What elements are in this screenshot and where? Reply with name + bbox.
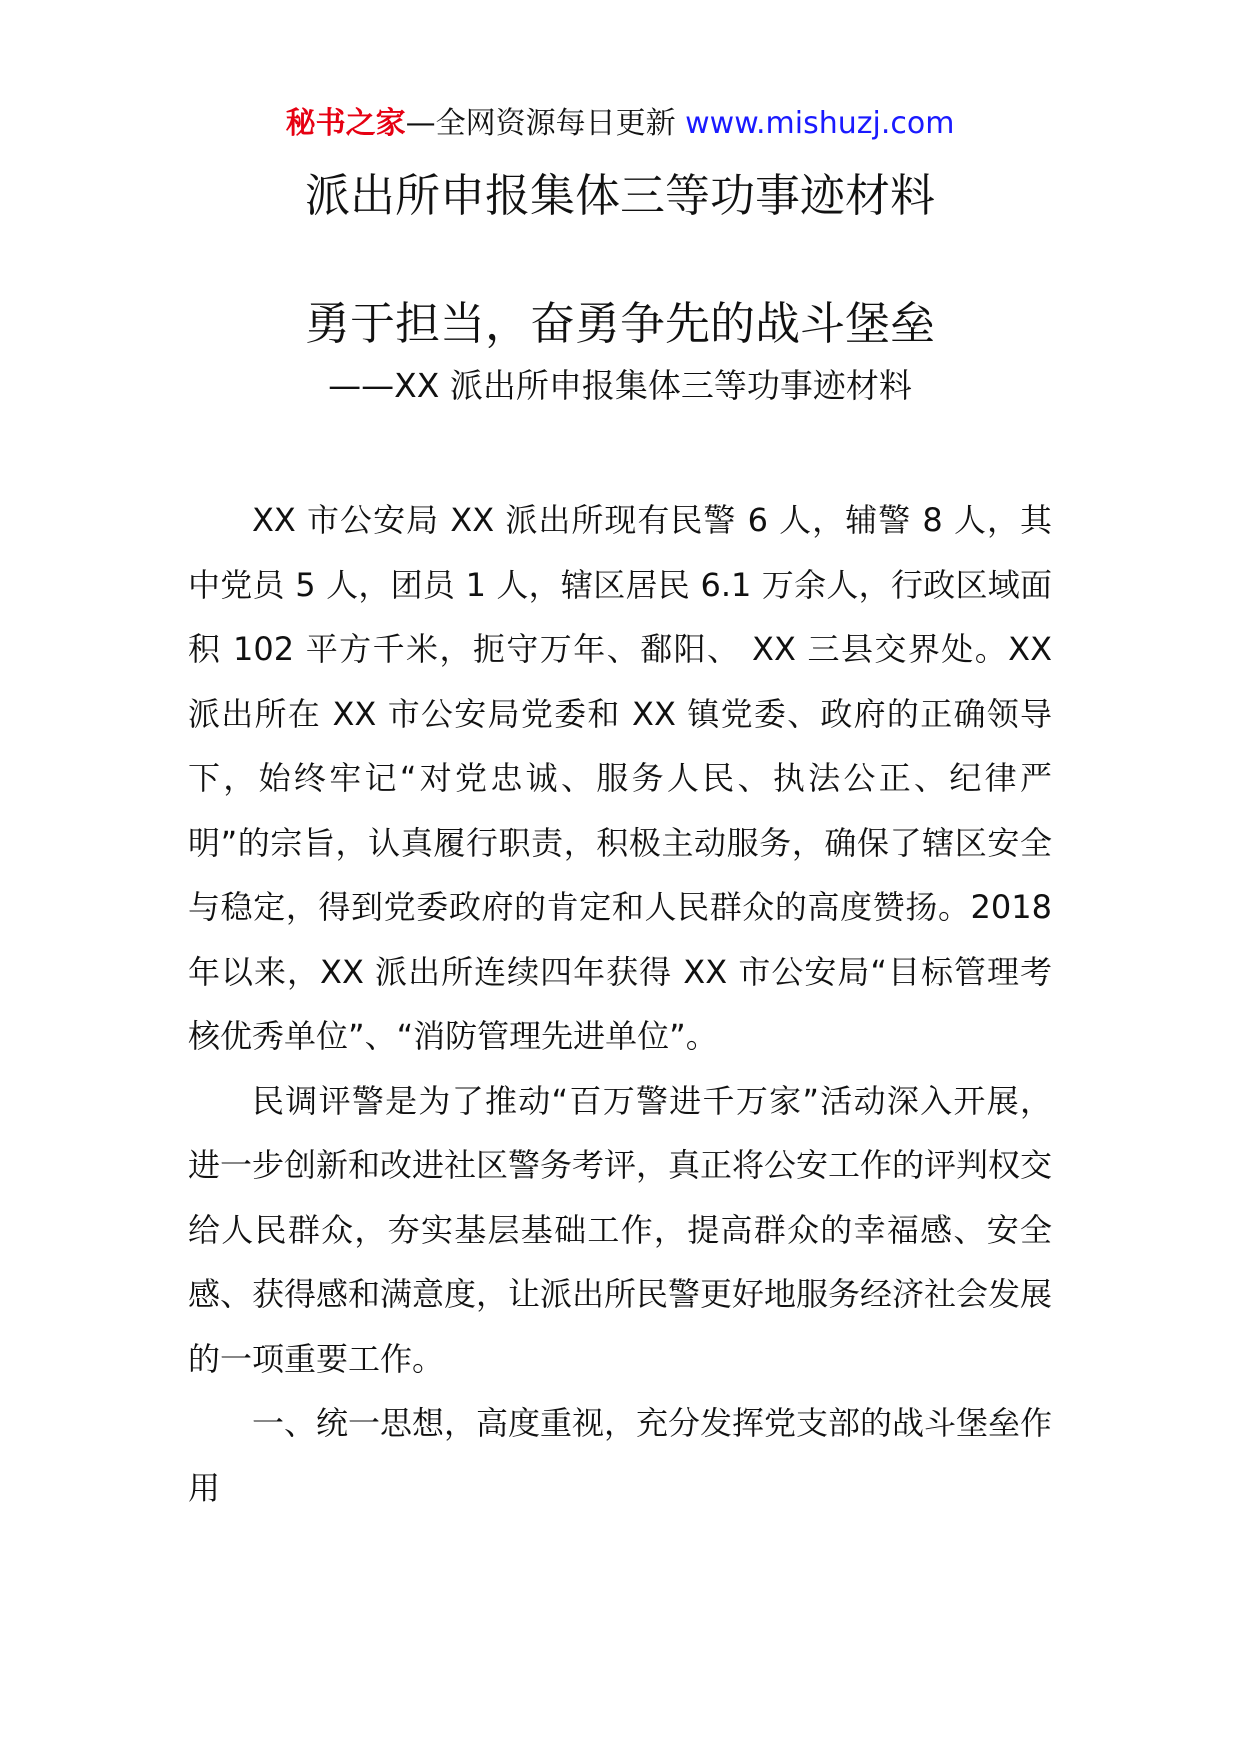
site-url-link[interactable]: www.mishuzj.com (685, 106, 955, 141)
brand-name: 秘书之家 (285, 106, 406, 141)
document-body (188, 488, 1052, 1520)
section-heading: 一、统一思想，高度重视，充分发挥党支部的战斗堡垒作用 (188, 1404, 1053, 1507)
document-title: 派出所申报集体三等功事迹材料 (304, 169, 935, 222)
main-heading: 勇于担当，奋勇争先的战斗堡垒 (304, 297, 935, 350)
site-header (0, 104, 1240, 144)
body-paragraph: 民调评警是为了推动“百万警进千万家”活动深入开展，进一步创新和改进社区警务考评，真正将公安工作的评判权交给人民群众，夯实基层基础工作，提高群众的幸福感、安全感、获得感和满意度，让派出所民警更好地服务经济社会发展的一项重要工作。 (188, 1081, 1053, 1378)
sub-heading: ——XX 派出所申报集体三等功事迹材料 (328, 366, 912, 405)
header-tagline: —全网资源每日更新 (405, 106, 686, 141)
body-paragraph: XX 市公安局 XX 派出所现有民警 6 人，辅警 8 人，其中党员 5 人，团员 1 人，辖区居民 6.1 万余人，行政区域面积 102 平方千米，扼守万年、鄱阳、 XX 三县交界处。XX 派出所在 XX 市公安局党委和 XX 镇党委、政府的正确领导下，始终牢记“对党忠诚、服务人民、执法公正、纪律严明”的宗旨，认真履行职责，积极主动服务，确保了辖区安全与稳定，得到党委政府的肯定和人民群众的高度赞扬。2018 年以来，XX 派出所连续四年获得 XX 市公安局“目标管理考核优秀单位”、“消防管理先进单位”。 (188, 501, 1052, 1055)
